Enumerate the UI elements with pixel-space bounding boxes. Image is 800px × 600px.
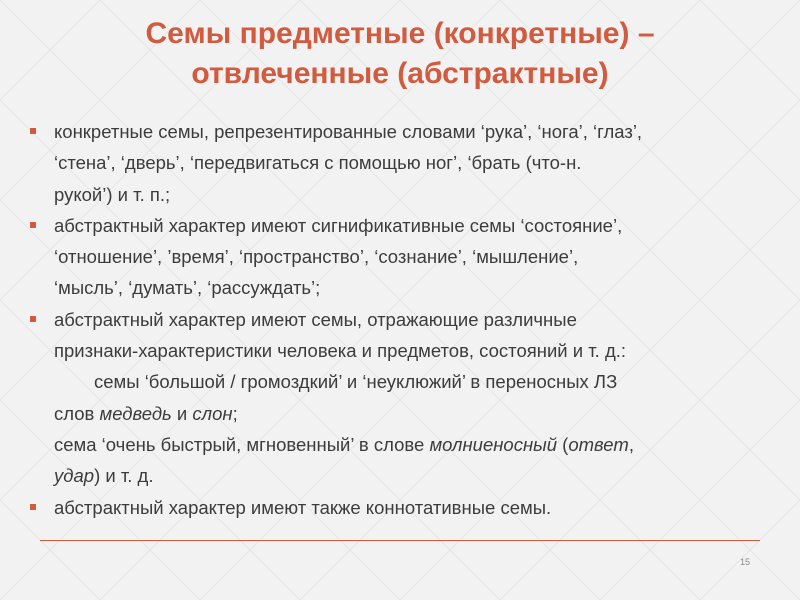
bullet-text-line: рукой’) и т. п.; xyxy=(54,183,171,205)
slide-title-line-2: отвлеченные (абстрактные) xyxy=(191,57,609,90)
bullet-text-line: абстрактный характер имеют сигнификативные семы ‘состояние’, xyxy=(54,214,623,236)
example-word-medved: медведь xyxy=(99,402,172,424)
page-number: 15 xyxy=(739,557,750,567)
example-text: сема ‘очень быстрый, мгновенный’ в слове xyxy=(54,433,430,455)
example-text: , xyxy=(628,433,634,455)
bullet-marker-icon xyxy=(30,316,36,322)
example-line xyxy=(54,398,770,429)
example-text: ; xyxy=(232,402,238,424)
example-line xyxy=(54,429,770,460)
example-text: ) и т. д. xyxy=(94,465,154,487)
slide-title-line-1: Семы предметные (конкретные) – xyxy=(145,17,655,50)
bullet-marker-icon xyxy=(30,222,36,228)
bullet-item xyxy=(30,116,770,210)
example-line: семы ‘большой / громоздкий’ и ‘неуклюжий’ в переносных ЛЗ xyxy=(94,371,618,393)
bullet-text-line: абстрактный характер имеют также коннотативные семы. xyxy=(54,496,552,518)
example-word-otvet: ответ xyxy=(568,433,629,455)
bullet-item xyxy=(30,492,770,523)
bullet-text-line: конкретные семы, репрезентированные словами ‘рука’, ‘нога’, ‘глаз’, xyxy=(54,121,643,142)
bullet-item xyxy=(30,210,770,304)
example-text: ( xyxy=(557,433,569,455)
bullet-text-line: ‘мысль’, ‘думать’, ‘рассуждать’; xyxy=(54,277,321,299)
example-text: и xyxy=(171,402,193,424)
example-line xyxy=(54,460,770,491)
bullet-marker-icon xyxy=(30,504,36,510)
slide-title xyxy=(40,14,760,94)
bullet-text-line: признаки-характеристики человека и предметов, состояний и т. д.: xyxy=(54,340,627,362)
bullet-text-line: ‘отношение’, ’время’, ‘пространство’, ‘сознание’, ‘мышление’, xyxy=(54,246,579,268)
example-text: слов xyxy=(54,402,100,424)
bullet-marker-icon xyxy=(30,128,36,134)
bullet-text-line: абстрактный характер имеют семы, отражающие различные xyxy=(54,308,577,330)
footer-divider xyxy=(40,540,760,541)
bullet-text-line: ‘стена’, ‘дверь’, ‘передвигаться с помощью ног’, ‘брать (что-н. xyxy=(54,152,582,174)
example-word-molnienosny: молниеносный xyxy=(429,433,558,455)
example-word-slon: слон xyxy=(192,402,233,424)
slide-content xyxy=(30,116,770,523)
bullet-item xyxy=(30,304,770,492)
example-word-udar: удар xyxy=(54,465,95,487)
